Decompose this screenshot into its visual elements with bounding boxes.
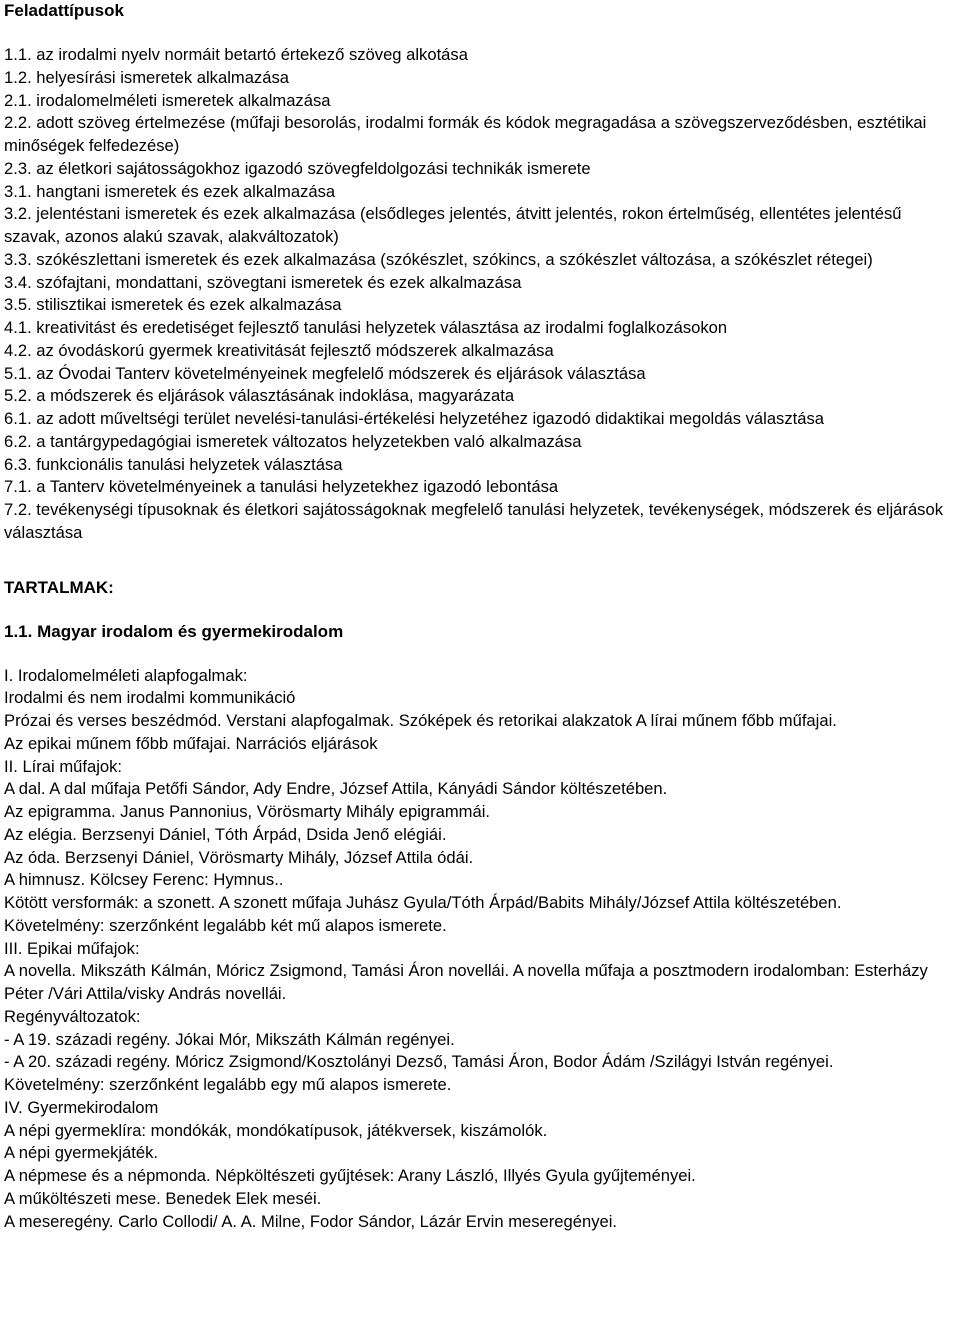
spacer — [4, 22, 958, 44]
spacer — [4, 567, 958, 577]
content-line: A népi gyermekjáték. — [4, 1143, 159, 1163]
content-line: Követelmény: szerzőnként legalább egy mű alapos ismerete. — [4, 1075, 452, 1094]
content-line: A műköltészeti mese. Benedek Elek meséi. — [4, 1188, 322, 1208]
content-line: A dal. A dal műfaja Petőfi Sándor, Ady Endre, József Attila, Kányádi Sándor költészetében. — [4, 779, 668, 799]
list-item: 3.4. szófajtani, mondattani, szövegtani ismeretek és ezek alkalmazása — [4, 272, 522, 292]
task-type-list — [4, 44, 958, 545]
list-item: 6.3. funkcionális tanulási helyzetek választása — [4, 454, 343, 474]
list-item: 3.2. jelentéstani ismeretek és ezek alkalmazása (elsődleges jelentés, átvitt jelentés, rokon értelműség, ellentétes jelentésű szavak, azonos alakú szavak, alakváltozatok) — [4, 204, 902, 246]
content-line: Irodalmi és nem irodalmi kommunikáció — [4, 688, 296, 708]
list-item: 7.1. a Tanterv követelményeinek a tanulási helyzetekhez igazodó lebontása — [4, 477, 559, 497]
section-title-tartalmak: TARTALMAK: — [4, 577, 114, 597]
list-item: 3.1. hangtani ismeretek és ezek alkalmazása — [4, 181, 336, 201]
content-line: - A 19. századi regény. Jókai Mór, Mikszáth Kálmán regényei. — [4, 1029, 455, 1049]
content-line: Az epigramma. Janus Pannonius, Vörösmarty Mihály epigrammái. — [4, 802, 491, 821]
content-line: Az epikai műnem főbb műfajai. Narrációs eljárások — [4, 733, 378, 753]
content-line: II. Lírai műfajok: — [4, 756, 123, 776]
content-line: A népi gyermeklíra: mondókák, mondókatípusok, játékversek, kiszámolók. — [4, 1120, 548, 1140]
spacer — [4, 599, 958, 621]
content-line: Az óda. Berzsenyi Dániel, Vörösmarty Mihály, József Attila ódái. — [4, 847, 474, 867]
content-line: - A 20. századi regény. Móricz Zsigmond/Kosztolányi Dezső, Tamási Áron, Bodor Ádám /Szilágyi István regényei. — [4, 1052, 834, 1072]
list-item: 2.2. adott szöveg értelmezése (műfaji besorolás, irodalmi formák és kódok megragadása a szövegszerveződésben, esztétikai minőségek felfedezése) — [4, 113, 927, 155]
content-line: I. Irodalomelméleti alapfogalmak: — [4, 665, 248, 685]
list-item: 3.3. szókészlettani ismeretek és ezek alkalmazása (szókészlet, szókincs, a szókészlet változása, a szókészlet rétegei) — [4, 249, 873, 269]
list-item: 7.2. tevékenységi típusoknak és életkori sajátosságoknak megfelelő tanulási helyzetek, tevékenységek, módszerek és eljárások választása — [4, 500, 943, 542]
list-item: 4.2. az óvodáskorú gyermek kreativitását fejlesztő módszerek alkalmazása — [4, 340, 554, 360]
content-line: IV. Gyermekirodalom — [4, 1097, 159, 1117]
list-item: 3.5. stilisztikai ismeretek és ezek alkalmazása — [4, 295, 342, 315]
content-line: Regényváltozatok: — [4, 1006, 141, 1026]
list-item: 5.1. az Óvodai Tanterv követelményeinek megfelelő módszerek és eljárások választása — [4, 363, 646, 383]
content-line: Kötött versformák: a szonett. A szonett műfaja Juhász Gyula/Tóth Árpád/Babits Mihály/József Attila költészetében. — [4, 893, 842, 912]
content-line: A novella. Mikszáth Kálmán, Móricz Zsigmond, Tamási Áron novellái. A novella műfaja a posztmodern irodalomban: Esterházy Péter /Vári Attila/visky András novellái. — [4, 961, 928, 1003]
list-item: 5.2. a módszerek és eljárások választásának indoklása, magyarázata — [4, 386, 515, 406]
content-line: Az elégia. Berzsenyi Dániel, Tóth Árpád, Dsida Jenő elégiái. — [4, 824, 447, 844]
content-line: Követelmény: szerzőnként legalább két mű alapos ismerete. — [4, 915, 447, 935]
list-item: 1.1. az irodalmi nyelv normáit betartó értekező szöveg alkotása — [4, 45, 468, 64]
content-line: A himnusz. Kölcsey Ferenc: Hymnus.. — [4, 870, 284, 890]
list-item: 6.1. az adott műveltségi terület nevelési-tanulási-értékelési helyzetéhez igazodó didaktikai megoldás választása — [4, 409, 825, 428]
content-line: Prózai és verses beszédmód. Verstani alapfogalmak. Szóképek és retorikai alakzatok A lírai műnem főbb műfajai. — [4, 711, 837, 730]
list-item: 2.1. irodalomelméleti ismeretek alkalmazása — [4, 90, 331, 110]
content-line: A meseregény. Carlo Collodi/ A. A. Milne, Fodor Sándor, Lázár Ervin meseregényei. — [4, 1211, 618, 1231]
list-item: 1.2. helyesírási ismeretek alkalmazása — [4, 67, 289, 87]
section-title-feladattipusok: Feladattípusok — [4, 1, 124, 20]
spacer — [4, 643, 958, 665]
content-line: A népmese és a népmonda. Népköltészeti gyűjtések: Arany László, Illyés Gyula gyűjteményei. — [4, 1166, 696, 1185]
section-subtitle: 1.1. Magyar irodalom és gyermekirodalom — [4, 621, 344, 641]
spacer — [4, 545, 958, 567]
content-lines — [4, 665, 958, 1234]
list-item: 4.1. kreativitást és eredetiséget fejlesztő tanulási helyzetek választása az irodalmi foglalkozásokon — [4, 318, 728, 337]
content-line: III. Epikai műfajok: — [4, 938, 140, 958]
list-item: 2.3. az életkori sajátosságokhoz igazodó szövegfeldolgozási technikák ismerete — [4, 158, 591, 178]
list-item: 6.2. a tantárgypedagógiai ismeretek változatos helyzetekben való alkalmazása — [4, 431, 582, 451]
